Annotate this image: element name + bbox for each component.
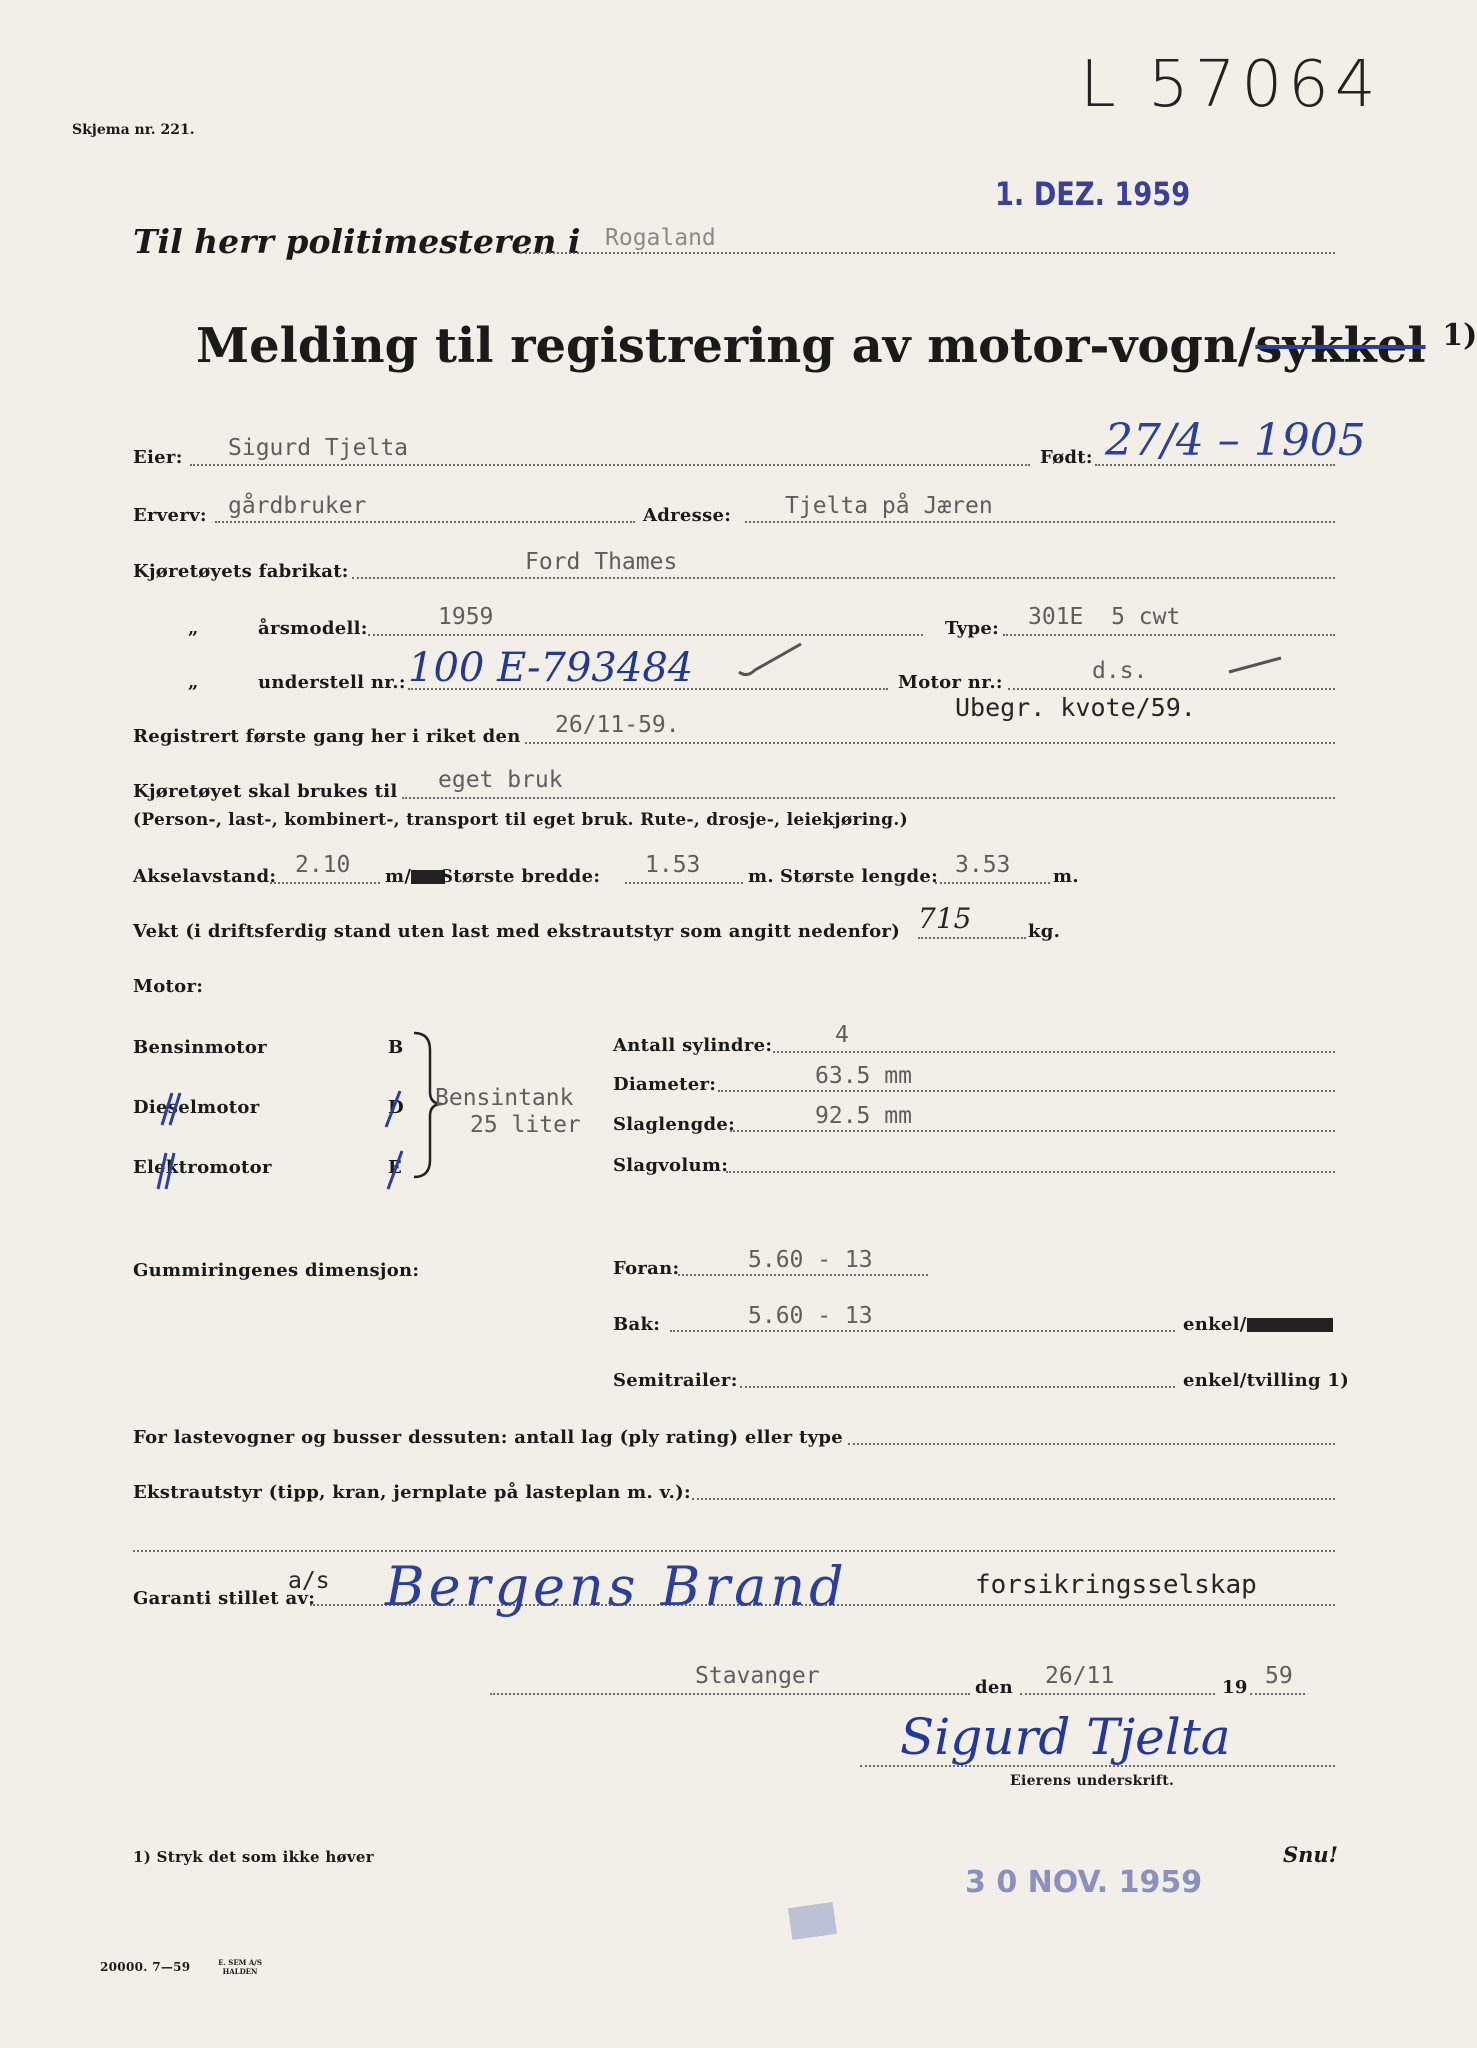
semitrailer-line bbox=[740, 1386, 1175, 1388]
address-value: Tjelta på Jæren bbox=[785, 493, 993, 519]
struck-twin-block bbox=[1247, 1318, 1333, 1332]
check-mark-2 bbox=[1225, 650, 1285, 680]
make-label: Kjøretøyets fabrikat: bbox=[133, 561, 349, 582]
usage-label: Kjøretøyet skal brukes til bbox=[133, 781, 398, 802]
bore-value: 63.5 mm bbox=[815, 1063, 912, 1089]
equipment-label: Ekstrautstyr (tipp, kran, jernplate på lasteplan m. v.): bbox=[133, 1482, 691, 1503]
diesel-engine-code: D bbox=[388, 1097, 404, 1118]
born-date: 27/4 – 1905 bbox=[1105, 415, 1366, 466]
usage-line bbox=[402, 797, 1335, 799]
check-mark-1 bbox=[735, 640, 805, 680]
front-tire-label: Foran: bbox=[613, 1258, 680, 1279]
wheelbase-value: 2.10 bbox=[295, 852, 351, 878]
cylinders-label: Antall sylindre: bbox=[613, 1035, 773, 1056]
ditto-mark-2: „ bbox=[188, 672, 199, 693]
weight-value: 715 bbox=[918, 902, 972, 935]
model-year-line bbox=[368, 634, 923, 636]
stroke-line bbox=[730, 1130, 1335, 1132]
wheelbase-unit bbox=[385, 866, 445, 887]
type-label: Type: bbox=[945, 618, 1000, 639]
cylinders-value: 4 bbox=[835, 1022, 849, 1048]
owner-name: Sigurd Tjelta bbox=[228, 435, 409, 461]
addressee-line bbox=[520, 252, 1335, 254]
owner-label: Eier: bbox=[133, 447, 183, 468]
turn-over-note: Snu! bbox=[1283, 1842, 1338, 1867]
length-value: 3.53 bbox=[955, 852, 1011, 878]
chassis-number: 100 E-793484 bbox=[408, 645, 694, 691]
semitrailer-suffix: enkel/tvilling 1) bbox=[1183, 1370, 1350, 1391]
stroke-value: 92.5 mm bbox=[815, 1103, 912, 1129]
truck-bus-line bbox=[848, 1443, 1335, 1445]
printer-imprint: E. SEM A/S HALDEN bbox=[218, 1958, 262, 1976]
petrol-engine-code: B bbox=[388, 1037, 404, 1058]
usage-options: (Person-, last-, kombinert-, transport til eget bruk. Rute-, drosje-, leiekjøring.) bbox=[133, 810, 908, 830]
addressee-label: Til herr politimesteren i bbox=[133, 222, 581, 261]
registered-label: Registrert første gang her i riket den bbox=[133, 726, 521, 747]
front-tire-value: 5.60 - 13 bbox=[748, 1247, 873, 1273]
guarantee-company: Bergens Brand bbox=[385, 1555, 848, 1618]
make-value: Ford Thames bbox=[525, 549, 678, 575]
born-label: Født: bbox=[1040, 447, 1093, 468]
model-year-label: årsmodell: bbox=[258, 618, 368, 639]
truck-bus-label: For lastevogner og busser dessuten: antall lag (ply rating) eller type bbox=[133, 1427, 844, 1448]
received-date-stamp: 1. DEZ. 1959 bbox=[995, 175, 1191, 213]
form-title bbox=[196, 318, 1477, 374]
width-line bbox=[625, 882, 743, 884]
width-label: Største bredde: bbox=[440, 866, 601, 887]
equipment-line-2 bbox=[133, 1550, 1335, 1552]
rear-tire-single: enkel/ bbox=[1183, 1314, 1247, 1335]
weight-unit: kg. bbox=[1028, 921, 1061, 942]
length-line bbox=[935, 882, 1050, 884]
title-footnote: 1) bbox=[1442, 318, 1477, 353]
title-main: Melding til registrering av motor-vogn/ bbox=[196, 318, 1256, 374]
electric-engine-label: Elektromotor bbox=[133, 1157, 272, 1178]
title-struck: sykkel bbox=[1255, 318, 1426, 374]
guarantee-suffix: forsikringsselskap bbox=[975, 1570, 1257, 1600]
chassis-label: understell nr.: bbox=[258, 672, 406, 693]
occupation-value: gårdbruker bbox=[228, 493, 367, 519]
diesel-engine-label: Dieselmotor bbox=[133, 1097, 260, 1118]
weight-label: Vekt (i driftsferdig stand uten last med ekstrautstyr som angitt nedenfor) bbox=[133, 921, 901, 942]
occupation-label: Erverv: bbox=[133, 505, 207, 526]
rear-tire-suffix bbox=[1183, 1314, 1333, 1335]
length-unit: m. bbox=[1053, 866, 1079, 887]
engine-number-line bbox=[1008, 688, 1335, 690]
ditto-mark-1: „ bbox=[188, 618, 199, 639]
registered-date: 26/11-59. bbox=[555, 712, 680, 738]
type-value: 301E 5 cwt bbox=[1028, 604, 1181, 630]
rear-tire-line bbox=[670, 1330, 1175, 1332]
bore-line bbox=[718, 1090, 1335, 1092]
address-line bbox=[745, 521, 1335, 523]
date-den-label: den bbox=[975, 1677, 1014, 1698]
date-line bbox=[1020, 1693, 1215, 1695]
quota-note: Ubegr. kvote/59. bbox=[955, 693, 1196, 722]
model-year-value: 1959 bbox=[438, 604, 494, 630]
archive-number: L 57064 bbox=[1080, 48, 1382, 122]
place-line bbox=[490, 1693, 970, 1695]
front-tire-line bbox=[678, 1274, 928, 1276]
signature-label: Eierens underskrift. bbox=[1010, 1773, 1175, 1789]
cylinders-line bbox=[773, 1051, 1335, 1053]
owner-line bbox=[190, 464, 1030, 466]
displacement-line bbox=[726, 1171, 1335, 1173]
signing-place: Stavanger bbox=[695, 1663, 820, 1689]
owner-signature: Sigurd Tjelta bbox=[900, 1708, 1231, 1766]
signing-date: 26/11 bbox=[1045, 1663, 1115, 1689]
address-label: Adresse: bbox=[643, 505, 732, 526]
wheelbase-label: Akselavstand: bbox=[133, 866, 277, 887]
type-line bbox=[1003, 634, 1335, 636]
guarantee-prefix: a/s bbox=[288, 1568, 330, 1594]
form-number: Skjema nr. 221. bbox=[72, 122, 195, 138]
signing-year: 59 bbox=[1265, 1663, 1293, 1689]
year-line bbox=[1250, 1693, 1305, 1695]
footnote: 1) Stryk det som ikke høver bbox=[133, 1848, 374, 1866]
sent-date-stamp: 3 0 NOV. 1959 bbox=[965, 1865, 1203, 1900]
addressee-value: Rogaland bbox=[605, 225, 716, 251]
year-prefix: 19 bbox=[1222, 1677, 1248, 1698]
rear-tire-value: 5.60 - 13 bbox=[748, 1303, 873, 1329]
stroke-label: Slaglengde: bbox=[613, 1114, 736, 1135]
guarantee-label: Garanti stillet av: bbox=[133, 1588, 316, 1609]
registered-line bbox=[525, 742, 1335, 744]
width-value: 1.53 bbox=[645, 852, 701, 878]
rear-tire-label: Bak: bbox=[613, 1314, 661, 1335]
semitrailer-label: Semitrailer: bbox=[613, 1370, 738, 1391]
ink-smudge bbox=[788, 1902, 837, 1940]
tire-dimension-label: Gummiringenes dimensjon: bbox=[133, 1260, 420, 1281]
occupation-line bbox=[215, 521, 635, 523]
make-line bbox=[352, 577, 1335, 579]
equipment-line-1 bbox=[692, 1498, 1335, 1500]
electric-engine-code: E bbox=[388, 1157, 403, 1178]
bore-label: Diameter: bbox=[613, 1074, 717, 1095]
usage-value: eget bruk bbox=[438, 767, 563, 793]
strike-marks bbox=[150, 1085, 410, 1195]
motor-heading: Motor: bbox=[133, 976, 204, 997]
width-unit: m. bbox=[748, 866, 774, 887]
wheelbase-line bbox=[270, 882, 380, 884]
engine-number-label: Motor nr.: bbox=[898, 672, 1003, 693]
wheelbase-unit-text: m/ bbox=[385, 866, 412, 887]
fuel-tank-size: 25 liter bbox=[470, 1112, 581, 1138]
displacement-label: Slagvolum: bbox=[613, 1155, 729, 1176]
petrol-engine-label: Bensinmotor bbox=[133, 1037, 267, 1058]
engine-number-value: d.s. bbox=[1092, 658, 1148, 684]
length-label: Største lengde: bbox=[780, 866, 939, 887]
fuel-tank-label: Bensintank bbox=[435, 1085, 574, 1111]
weight-line bbox=[918, 937, 1026, 939]
print-code: 20000. 7—59 bbox=[100, 1960, 191, 1974]
